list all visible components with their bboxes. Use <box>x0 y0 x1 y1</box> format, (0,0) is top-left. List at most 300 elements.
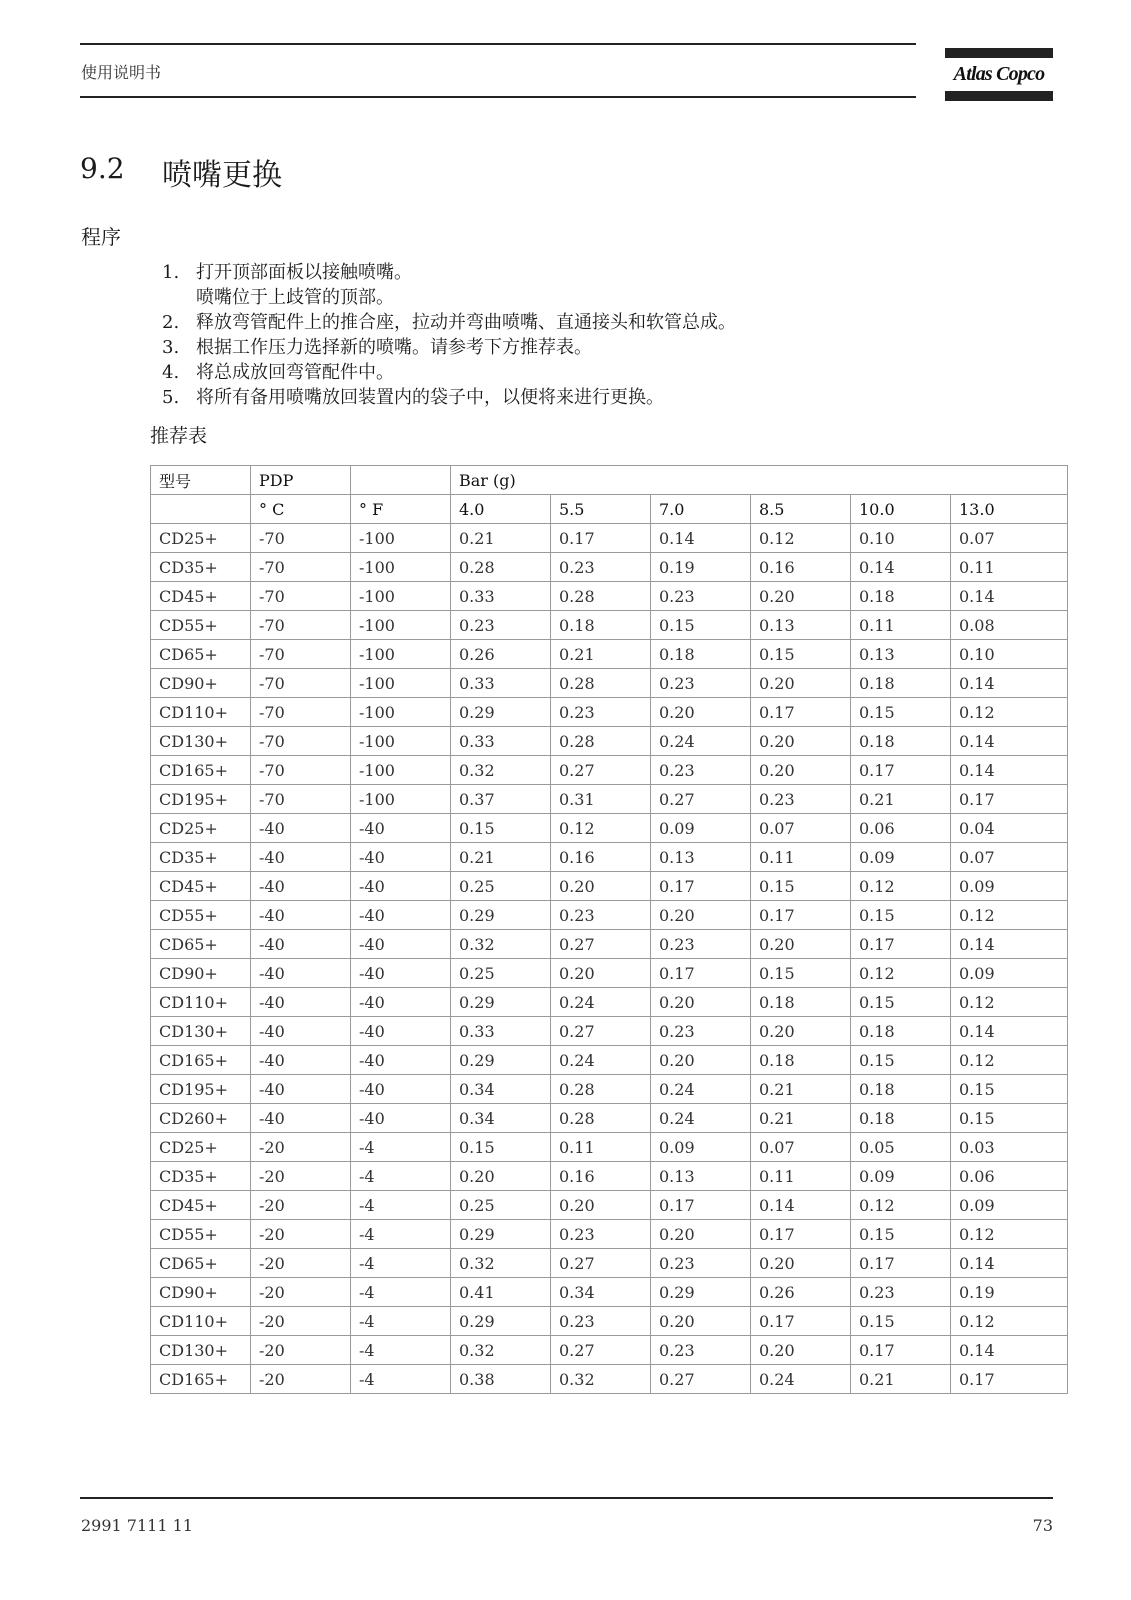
nozzle-size-cell: 0.27 <box>651 1365 751 1394</box>
nozzle-recommendation-table <box>150 465 1068 1394</box>
table-row <box>151 1162 1068 1191</box>
step-item <box>162 260 736 285</box>
nozzle-size-cell: 0.16 <box>551 1162 651 1191</box>
nozzle-size-cell: 0.21 <box>451 843 551 872</box>
nozzle-size-cell: 0.20 <box>651 1220 751 1249</box>
nozzle-size-cell: 0.15 <box>851 1046 951 1075</box>
nozzle-size-cell: 0.18 <box>851 669 951 698</box>
nozzle-size-cell: 0.20 <box>651 901 751 930</box>
nozzle-size-cell: 0.11 <box>551 1133 651 1162</box>
nozzle-size-cell: 0.18 <box>851 727 951 756</box>
table-row <box>151 1336 1068 1365</box>
nozzle-size-cell: 0.23 <box>651 582 751 611</box>
model-cell: CD90+ <box>151 959 251 988</box>
nozzle-size-cell: 0.25 <box>451 959 551 988</box>
table-row <box>151 669 1068 698</box>
nozzle-size-cell: 0.20 <box>751 756 851 785</box>
pdp-cell: -70 <box>251 524 351 553</box>
nozzle-size-cell: 0.06 <box>851 814 951 843</box>
subheader-cell <box>151 495 251 524</box>
nozzle-size-cell: 0.27 <box>551 756 651 785</box>
table-row <box>151 1017 1068 1046</box>
nozzle-size-cell: 0.27 <box>551 1249 651 1278</box>
table-row <box>151 988 1068 1017</box>
nozzle-size-cell: 0.20 <box>751 930 851 959</box>
nozzle-size-cell: 0.24 <box>551 988 651 1017</box>
nozzle-size-cell: 0.23 <box>551 698 651 727</box>
section-number: 9.2 <box>80 152 125 185</box>
step-number: 5. <box>162 387 180 408</box>
step-text: 将所有备用喷嘴放回装置内的袋子中，以便将来进行更换。 <box>196 387 664 408</box>
header-title: 使用说明书 <box>81 63 162 82</box>
nozzle-size-cell: 0.18 <box>851 1104 951 1133</box>
nozzle-size-cell: 0.23 <box>451 611 551 640</box>
nozzle-size-cell: 0.27 <box>551 1017 651 1046</box>
pdp-cell: -100 <box>351 524 451 553</box>
pdp-cell: -4 <box>351 1162 451 1191</box>
nozzle-size-cell: 0.18 <box>751 1046 851 1075</box>
table-row <box>151 1075 1068 1104</box>
pdp-cell: -4 <box>351 1307 451 1336</box>
page-number: 73 <box>1032 1516 1053 1535</box>
nozzle-size-cell: 0.20 <box>751 727 851 756</box>
nozzle-size-cell: 0.05 <box>851 1133 951 1162</box>
nozzle-size-cell: 0.20 <box>751 1249 851 1278</box>
pdp-cell: -40 <box>251 988 351 1017</box>
pdp-cell: -100 <box>351 553 451 582</box>
subheader-fahrenheit: ° F <box>351 495 451 524</box>
nozzle-size-cell: 0.17 <box>651 872 751 901</box>
table-row <box>151 1104 1068 1133</box>
nozzle-size-cell: 0.23 <box>751 785 851 814</box>
model-cell: CD90+ <box>151 1278 251 1307</box>
pdp-cell: -20 <box>251 1307 351 1336</box>
step-note <box>162 285 736 310</box>
nozzle-size-cell: 0.14 <box>651 524 751 553</box>
footer-rule <box>80 1497 1053 1499</box>
nozzle-size-cell: 0.29 <box>451 988 551 1017</box>
pdp-cell: -20 <box>251 1278 351 1307</box>
pdp-cell: -70 <box>251 756 351 785</box>
model-cell: CD35+ <box>151 553 251 582</box>
step-item <box>162 310 736 335</box>
step-item <box>162 360 736 385</box>
procedure-heading: 程序 <box>81 225 121 249</box>
nozzle-size-cell: 0.18 <box>851 582 951 611</box>
step-number: 2. <box>162 312 180 333</box>
nozzle-size-cell: 0.21 <box>451 524 551 553</box>
pdp-cell: -4 <box>351 1278 451 1307</box>
pdp-cell: -20 <box>251 1191 351 1220</box>
table-row <box>151 814 1068 843</box>
nozzle-size-cell: 0.20 <box>651 988 751 1017</box>
nozzle-size-cell: 0.17 <box>751 901 851 930</box>
model-cell: CD165+ <box>151 1365 251 1394</box>
pdp-cell: -20 <box>251 1365 351 1394</box>
nozzle-size-cell: 0.13 <box>751 611 851 640</box>
nozzle-size-cell: 0.20 <box>751 1336 851 1365</box>
nozzle-size-cell: 0.12 <box>551 814 651 843</box>
model-cell: CD35+ <box>151 1162 251 1191</box>
pdp-cell: -100 <box>351 582 451 611</box>
nozzle-size-cell: 0.12 <box>951 1307 1068 1336</box>
subheader-pressure: 7.0 <box>651 495 751 524</box>
subheader-celsius: ° C <box>251 495 351 524</box>
model-cell: CD45+ <box>151 872 251 901</box>
subheader-pressure: 8.5 <box>751 495 851 524</box>
model-cell: CD165+ <box>151 756 251 785</box>
nozzle-size-cell: 0.09 <box>951 1191 1068 1220</box>
table-row <box>151 872 1068 901</box>
nozzle-size-cell: 0.14 <box>951 756 1068 785</box>
table-subheader-row <box>151 495 1068 524</box>
nozzle-size-cell: 0.20 <box>551 959 651 988</box>
nozzle-size-cell: 0.17 <box>551 524 651 553</box>
table-row <box>151 582 1068 611</box>
logo-wordmark: Atlas Copco <box>953 63 1045 85</box>
nozzle-size-cell: 0.29 <box>451 698 551 727</box>
table-row <box>151 930 1068 959</box>
pdp-cell: -40 <box>351 1017 451 1046</box>
nozzle-size-cell: 0.14 <box>751 1191 851 1220</box>
pdp-cell: -70 <box>251 582 351 611</box>
table-row <box>151 1220 1068 1249</box>
nozzle-size-cell: 0.13 <box>851 640 951 669</box>
pdp-cell: -70 <box>251 640 351 669</box>
nozzle-size-cell: 0.16 <box>751 553 851 582</box>
nozzle-size-cell: 0.12 <box>751 524 851 553</box>
nozzle-size-cell: 0.16 <box>551 843 651 872</box>
header-bottom-rule <box>80 96 916 98</box>
nozzle-size-cell: 0.28 <box>551 1104 651 1133</box>
nozzle-size-cell: 0.09 <box>951 872 1068 901</box>
model-cell: CD260+ <box>151 1104 251 1133</box>
pdp-cell: -40 <box>251 1017 351 1046</box>
pdp-cell: -40 <box>351 814 451 843</box>
nozzle-size-cell: 0.33 <box>451 1017 551 1046</box>
pdp-cell: -40 <box>351 872 451 901</box>
subheader-pressure: 4.0 <box>451 495 551 524</box>
model-cell: CD25+ <box>151 1133 251 1162</box>
pdp-cell: -4 <box>351 1191 451 1220</box>
pdp-cell: -4 <box>351 1220 451 1249</box>
nozzle-size-cell: 0.12 <box>851 959 951 988</box>
nozzle-size-cell: 0.18 <box>851 1017 951 1046</box>
nozzle-size-cell: 0.17 <box>951 1365 1068 1394</box>
nozzle-size-cell: 0.29 <box>451 1046 551 1075</box>
table-row <box>151 727 1068 756</box>
nozzle-size-cell: 0.34 <box>551 1278 651 1307</box>
nozzle-size-cell: 0.33 <box>451 582 551 611</box>
nozzle-size-cell: 0.06 <box>951 1162 1068 1191</box>
pdp-cell: -40 <box>251 930 351 959</box>
nozzle-size-cell: 0.18 <box>751 988 851 1017</box>
model-cell: CD55+ <box>151 1220 251 1249</box>
pdp-cell: -70 <box>251 785 351 814</box>
pdp-cell: -40 <box>251 901 351 930</box>
procedure-steps <box>162 260 736 410</box>
pdp-cell: -40 <box>251 843 351 872</box>
nozzle-size-cell: 0.17 <box>651 1191 751 1220</box>
nozzle-size-cell: 0.17 <box>751 1220 851 1249</box>
nozzle-size-cell: 0.09 <box>951 959 1068 988</box>
header-pdp: PDP <box>251 466 351 495</box>
step-text: 根据工作压力选择新的喷嘴。请参考下方推荐表。 <box>196 337 592 358</box>
table-row <box>151 1307 1068 1336</box>
nozzle-size-cell: 0.15 <box>751 872 851 901</box>
nozzle-size-cell: 0.10 <box>851 524 951 553</box>
table-row <box>151 1133 1068 1162</box>
pdp-cell: -40 <box>251 959 351 988</box>
pdp-cell: -40 <box>351 959 451 988</box>
model-cell: CD45+ <box>151 1191 251 1220</box>
nozzle-size-cell: 0.26 <box>751 1278 851 1307</box>
nozzle-size-cell: 0.23 <box>851 1278 951 1307</box>
pdp-cell: -4 <box>351 1133 451 1162</box>
nozzle-size-cell: 0.12 <box>951 698 1068 727</box>
nozzle-size-cell: 0.23 <box>651 1336 751 1365</box>
step-item <box>162 385 736 410</box>
table-row <box>151 1046 1068 1075</box>
table-row <box>151 698 1068 727</box>
pdp-cell: -40 <box>251 872 351 901</box>
nozzle-size-cell: 0.29 <box>451 901 551 930</box>
nozzle-size-cell: 0.23 <box>651 930 751 959</box>
nozzle-size-cell: 0.14 <box>951 1249 1068 1278</box>
model-cell: CD90+ <box>151 669 251 698</box>
model-cell: CD65+ <box>151 640 251 669</box>
pdp-cell: -40 <box>251 814 351 843</box>
model-cell: CD110+ <box>151 988 251 1017</box>
nozzle-size-cell: 0.07 <box>951 843 1068 872</box>
pdp-cell: -70 <box>251 611 351 640</box>
table-row <box>151 640 1068 669</box>
header-empty <box>351 466 451 495</box>
pdp-cell: -70 <box>251 727 351 756</box>
pdp-cell: -4 <box>351 1336 451 1365</box>
nozzle-size-cell: 0.11 <box>751 1162 851 1191</box>
recommendation-table-label: 推荐表 <box>150 425 208 447</box>
nozzle-size-cell: 0.14 <box>951 727 1068 756</box>
nozzle-size-cell: 0.15 <box>951 1104 1068 1133</box>
nozzle-size-cell: 0.20 <box>651 1046 751 1075</box>
nozzle-size-cell: 0.12 <box>951 901 1068 930</box>
nozzle-size-cell: 0.15 <box>951 1075 1068 1104</box>
model-cell: CD45+ <box>151 582 251 611</box>
nozzle-size-cell: 0.28 <box>551 727 651 756</box>
nozzle-size-cell: 0.27 <box>651 785 751 814</box>
nozzle-size-cell: 0.09 <box>851 843 951 872</box>
nozzle-size-cell: 0.27 <box>551 930 651 959</box>
nozzle-size-cell: 0.15 <box>451 814 551 843</box>
nozzle-size-cell: 0.17 <box>851 756 951 785</box>
table-row <box>151 1191 1068 1220</box>
pdp-cell: -100 <box>351 785 451 814</box>
nozzle-size-cell: 0.20 <box>651 1307 751 1336</box>
pdp-cell: -40 <box>351 901 451 930</box>
nozzle-size-cell: 0.09 <box>651 1133 751 1162</box>
model-cell: CD55+ <box>151 901 251 930</box>
logo-top-bar <box>945 48 1053 58</box>
pdp-cell: -20 <box>251 1220 351 1249</box>
nozzle-size-cell: 0.23 <box>651 1017 751 1046</box>
nozzle-size-cell: 0.24 <box>651 1104 751 1133</box>
model-cell: CD65+ <box>151 930 251 959</box>
model-cell: CD110+ <box>151 1307 251 1336</box>
nozzle-size-cell: 0.20 <box>451 1162 551 1191</box>
nozzle-size-cell: 0.24 <box>651 727 751 756</box>
nozzle-size-cell: 0.18 <box>551 611 651 640</box>
model-cell: CD55+ <box>151 611 251 640</box>
nozzle-size-cell: 0.32 <box>551 1365 651 1394</box>
table-row <box>151 843 1068 872</box>
table-row <box>151 611 1068 640</box>
subheader-pressure: 13.0 <box>951 495 1068 524</box>
step-text: 释放弯管配件上的推合座，拉动并弯曲喷嘴、直通接头和软管总成。 <box>196 312 736 333</box>
nozzle-size-cell: 0.23 <box>651 756 751 785</box>
nozzle-size-cell: 0.29 <box>451 1307 551 1336</box>
nozzle-size-cell: 0.23 <box>651 669 751 698</box>
nozzle-size-cell: 0.21 <box>751 1104 851 1133</box>
atlas-copco-logo <box>945 48 1053 101</box>
nozzle-size-cell: 0.17 <box>851 1249 951 1278</box>
pdp-cell: -20 <box>251 1336 351 1365</box>
table-row <box>151 1278 1068 1307</box>
nozzle-size-cell: 0.23 <box>651 1249 751 1278</box>
nozzle-size-cell: 0.34 <box>451 1104 551 1133</box>
table-row <box>151 1365 1068 1394</box>
model-cell: CD110+ <box>151 698 251 727</box>
nozzle-size-cell: 0.24 <box>651 1075 751 1104</box>
nozzle-size-cell: 0.21 <box>851 785 951 814</box>
nozzle-size-cell: 0.14 <box>951 582 1068 611</box>
nozzle-size-cell: 0.15 <box>851 1220 951 1249</box>
pdp-cell: -40 <box>351 1046 451 1075</box>
pdp-cell: -70 <box>251 669 351 698</box>
model-cell: CD130+ <box>151 727 251 756</box>
pdp-cell: -100 <box>351 698 451 727</box>
pdp-cell: -40 <box>251 1046 351 1075</box>
model-cell: CD130+ <box>151 1336 251 1365</box>
nozzle-size-cell: 0.24 <box>751 1365 851 1394</box>
pdp-cell: -70 <box>251 698 351 727</box>
nozzle-size-cell: 0.15 <box>451 1133 551 1162</box>
model-cell: CD165+ <box>151 1046 251 1075</box>
header-model: 型号 <box>151 466 251 495</box>
nozzle-size-cell: 0.28 <box>551 1075 651 1104</box>
pdp-cell: -40 <box>351 930 451 959</box>
model-cell: CD35+ <box>151 843 251 872</box>
nozzle-size-cell: 0.28 <box>551 582 651 611</box>
model-cell: CD65+ <box>151 1249 251 1278</box>
nozzle-size-cell: 0.25 <box>451 872 551 901</box>
nozzle-size-cell: 0.38 <box>451 1365 551 1394</box>
nozzle-size-cell: 0.10 <box>951 640 1068 669</box>
nozzle-size-cell: 0.15 <box>851 698 951 727</box>
header-top-rule <box>80 43 916 45</box>
nozzle-size-cell: 0.14 <box>951 1336 1068 1365</box>
step-item <box>162 335 736 360</box>
nozzle-size-cell: 0.04 <box>951 814 1068 843</box>
nozzle-size-cell: 0.09 <box>851 1162 951 1191</box>
header-bar-g: Bar (g) <box>451 466 1068 495</box>
pdp-cell: -40 <box>251 1104 351 1133</box>
nozzle-size-cell: 0.33 <box>451 669 551 698</box>
nozzle-size-cell: 0.28 <box>551 669 651 698</box>
nozzle-size-cell: 0.15 <box>851 988 951 1017</box>
nozzle-size-cell: 0.33 <box>451 727 551 756</box>
model-cell: CD25+ <box>151 524 251 553</box>
nozzle-size-cell: 0.15 <box>851 1307 951 1336</box>
step-note-text: 喷嘴位于上歧管的顶部。 <box>196 287 394 308</box>
nozzle-size-cell: 0.32 <box>451 1249 551 1278</box>
pdp-cell: -4 <box>351 1365 451 1394</box>
nozzle-size-cell: 0.03 <box>951 1133 1068 1162</box>
table-row <box>151 524 1068 553</box>
pdp-cell: -40 <box>351 988 451 1017</box>
nozzle-size-cell: 0.12 <box>951 1220 1068 1249</box>
nozzle-size-cell: 0.20 <box>551 1191 651 1220</box>
nozzle-size-cell: 0.12 <box>851 872 951 901</box>
nozzle-size-cell: 0.11 <box>851 611 951 640</box>
nozzle-size-cell: 0.31 <box>551 785 651 814</box>
nozzle-size-cell: 0.23 <box>551 553 651 582</box>
table-row <box>151 901 1068 930</box>
pdp-cell: -100 <box>351 727 451 756</box>
nozzle-size-cell: 0.11 <box>951 553 1068 582</box>
pdp-cell: -40 <box>251 1075 351 1104</box>
document-number: 2991 7111 11 <box>81 1516 193 1535</box>
nozzle-size-cell: 0.07 <box>751 814 851 843</box>
nozzle-size-cell: 0.29 <box>651 1278 751 1307</box>
pdp-cell: -40 <box>351 843 451 872</box>
nozzle-size-cell: 0.13 <box>651 843 751 872</box>
nozzle-size-cell: 0.41 <box>451 1278 551 1307</box>
pdp-cell: -20 <box>251 1133 351 1162</box>
nozzle-size-cell: 0.14 <box>951 930 1068 959</box>
nozzle-size-cell: 0.19 <box>651 553 751 582</box>
nozzle-size-cell: 0.14 <box>851 553 951 582</box>
step-number: 3. <box>162 337 180 358</box>
nozzle-size-cell: 0.20 <box>751 669 851 698</box>
step-number: 1. <box>162 262 180 283</box>
pdp-cell: -20 <box>251 1162 351 1191</box>
nozzle-size-cell: 0.14 <box>951 1017 1068 1046</box>
model-cell: CD130+ <box>151 1017 251 1046</box>
nozzle-size-cell: 0.17 <box>751 1307 851 1336</box>
nozzle-size-cell: 0.08 <box>951 611 1068 640</box>
nozzle-size-cell: 0.17 <box>651 959 751 988</box>
nozzle-size-cell: 0.20 <box>651 698 751 727</box>
nozzle-size-cell: 0.23 <box>551 1220 651 1249</box>
table-row <box>151 553 1068 582</box>
nozzle-size-cell: 0.12 <box>851 1191 951 1220</box>
model-cell: CD195+ <box>151 785 251 814</box>
nozzle-size-cell: 0.29 <box>451 1220 551 1249</box>
nozzle-size-cell: 0.21 <box>851 1365 951 1394</box>
subheader-pressure: 5.5 <box>551 495 651 524</box>
nozzle-size-cell: 0.13 <box>651 1162 751 1191</box>
nozzle-size-cell: 0.21 <box>551 640 651 669</box>
nozzle-size-cell: 0.25 <box>451 1191 551 1220</box>
nozzle-size-cell: 0.32 <box>451 930 551 959</box>
subheader-pressure: 10.0 <box>851 495 951 524</box>
nozzle-size-cell: 0.11 <box>751 843 851 872</box>
pdp-cell: -20 <box>251 1249 351 1278</box>
pdp-cell: -100 <box>351 640 451 669</box>
nozzle-size-cell: 0.15 <box>651 611 751 640</box>
nozzle-size-cell: 0.15 <box>751 959 851 988</box>
